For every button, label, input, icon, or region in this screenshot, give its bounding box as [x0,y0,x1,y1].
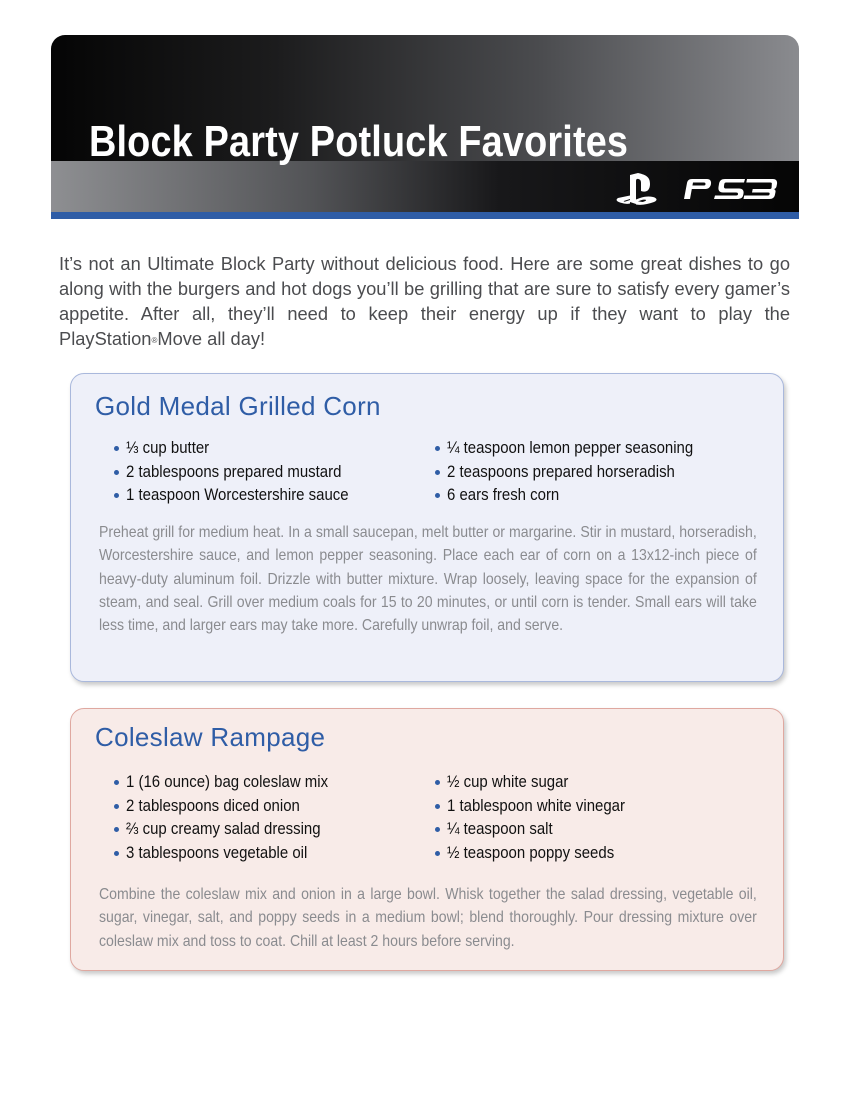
ingredient-item: ⅔ cup creamy salad dressing [114,817,356,841]
recipe-instructions: Combine the coleslaw mix and onion in a large bowl. Whisk together the salad dressing, vegetable oil, sugar, vinegar, salt, and poppy seeds in a medium bowl; blend thoroughly. Pour dressing mixture over coleslaw mix and toss to coat. Chill at least 2 hours before serving. [99,886,757,950]
ingredient-item: ½ teaspoon poppy seeds [435,841,649,865]
ingredient-item: 1 (16 ounce) bag coleslaw mix [114,770,356,794]
ingredient-list-left [114,436,379,507]
registered-mark: ® [151,336,158,345]
ingredient-list-right [435,770,649,864]
intro-text-end: Move all day! [157,328,266,349]
intro-paragraph [59,251,790,351]
ingredient-item: 2 tablespoons diced onion [114,794,356,818]
ingredient-item: ¼ teaspoon salt [435,817,649,841]
ingredient-item: ⅓ cup butter [114,436,379,460]
ingredient-list-left [114,770,356,864]
ingredient-item: 2 teaspoons prepared horseradish [435,460,727,484]
page-title: Block Party Potluck Favorites [89,117,629,166]
ingredient-item: 1 tablespoon white vinegar [435,794,649,818]
recipe-title: Coleslaw Rampage [95,722,326,752]
ingredient-item: 6 ears fresh corn [435,483,727,507]
recipe-title: Gold Medal Grilled Corn [95,391,381,421]
intro-text-start: It’s not an Ultimate Block Party without delicious food. Here are some great dishes to go along with the burgers and hot dogs you’ll be grilling that are sure to satisfy every gamer’s appetite. After all, they’ll need to keep their energy up if they want to play the PlayStation [59,253,790,349]
recipe-card-coleslaw [70,708,784,971]
ingredient-item: 2 tablespoons prepared mustard [114,460,379,484]
ingredient-item: ¼ teaspoon lemon pepper seasoning [435,436,727,460]
ingredient-item: 1 teaspoon Worcestershire sauce [114,483,379,507]
playstation-logo-icon [616,173,658,207]
header-banner [51,35,799,213]
ps3-logo-icon [681,177,779,201]
header-accent-stripe [51,212,799,219]
ingredient-list-right [435,436,727,507]
recipe-instructions: Preheat grill for medium heat. In a small saucepan, melt butter or margarine. Stir in mustard, horseradish, Worcestershire sauce, and lemon pepper seasoning. Place each ear of corn on a 13x12-inch piece of heavy-duty aluminum foil. Drizzle with butter mixture. Wrap loosely, leaving space for the expansion of steam, and seal. Grill over medium coals for 15 to 20 minutes, or until corn is tender. Small ears will take less time, and larger ears may take more. Carefully unwrap foil, and serve. [99,524,757,635]
ingredient-item: 3 tablespoons vegetable oil [114,841,356,865]
recipe-card-grilled-corn [70,373,784,682]
ingredient-item: ½ cup white sugar [435,770,649,794]
